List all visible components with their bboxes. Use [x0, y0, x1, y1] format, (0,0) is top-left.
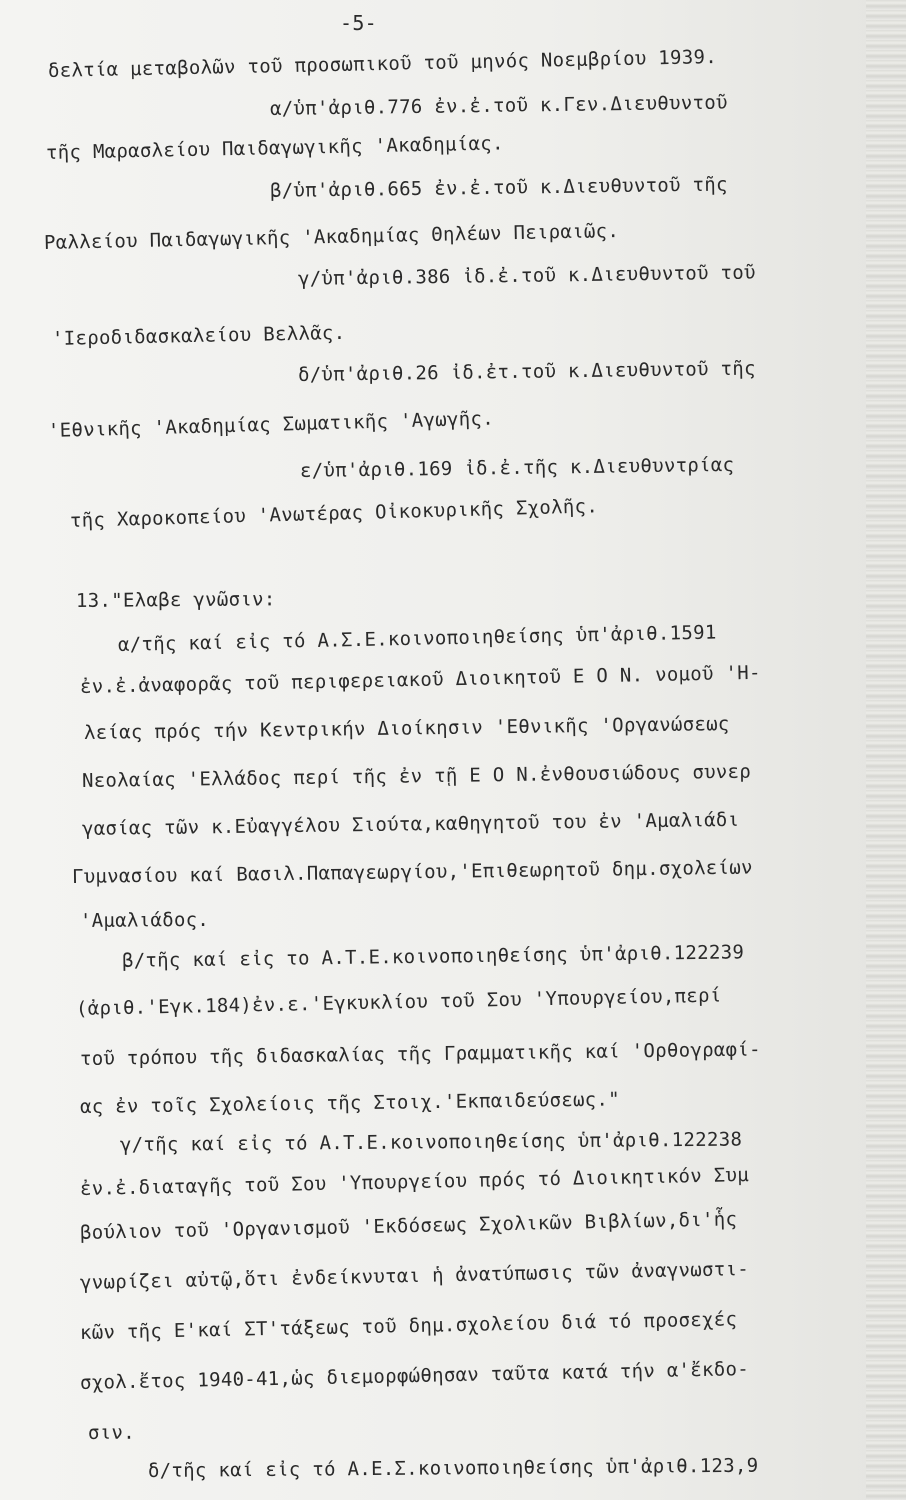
text-line: Γυμνασίου καί Βασιλ.Παπαγεωργίου,'Επιθεωρητοῦ δημ.σχολείων [71, 856, 753, 888]
text-line: τοῦ τρόπου τῆς διδασκαλίας τῆς Γραμματικῆς καί 'Ορθογραφί- [79, 1038, 761, 1070]
text-line: βούλιον τοῦ 'Οργανισμοῦ 'Εκδόσεως Σχολικῶν Βιβλίων,δι'ἧς [79, 1208, 738, 1244]
text-line: σχολ.ἔτος 1940-41,ὡς διεμορφώθησαν ταῦτα κατά τήν α'ἔκδο- [79, 1357, 750, 1394]
text-line: 'Εθνικῆς 'Ακαδημίας Σωματικῆς 'Αγωγῆς. [47, 407, 495, 442]
text-line: β/τῆς καί εἰς το Α.Τ.Ε.κοινοποιηθείσης ὑπ'ἀριθ.122239 [121, 941, 745, 972]
text-line: κῶν τῆς Ε'καί ΣΤ'τάξεως τοῦ δημ.σχολείου διά τό προσεχές [79, 1308, 738, 1344]
text-line: α/ὑπ'ἀριθ.776 ἐν.ἐ.τοῦ κ.Γεν.Διευθυντοῦ [269, 91, 728, 120]
text-line: γασίας τῶν κ.Εὐαγγέλου Σιούτα,καθηγητοῦ του ἐν 'Αμαλιάδι [81, 808, 740, 840]
text-line: ας ἐν τοῖς Σχολείοις τῆς Στοιχ.'Εκπαιδεύσεως." [79, 1088, 621, 1118]
text-line: (ἀριθ.'Εγκ.184)ἐν.ε.'Εγκυκλίου τοῦ Σου 'Υπουργείου,περί [75, 984, 722, 1020]
text-line: γ/ὑπ'ἀριθ.386 ἰδ.ἐ.τοῦ κ.Διευθυντοῦ τοῦ [297, 261, 756, 290]
text-line: 'Ιεροδιδασκαλείου Βελλᾶς. [51, 321, 346, 350]
text-line: δ/ὑπ'ἀριθ.26 ἰδ.ἐτ.τοῦ κ.Διευθυντοῦ τῆς [297, 357, 756, 386]
text-line: δ/τῆς καί εἰς τό Α.Ε.Σ.κοινοποιηθείσης ὑπ'ἀριθ.123,9 [147, 1454, 759, 1482]
text-line: δελτία μεταβολῶν τοῦ προσωπικοῦ τοῦ μηνός Νοεμβρίου 1939. [47, 45, 718, 82]
text-line: Νεολαίας 'Ελλάδος περί τῆς ἐν τῇ Ε Ο Ν.ἐνθουσιώδους συνερ [81, 760, 752, 792]
text-line: σιν. [87, 1421, 136, 1444]
text-line: 13."Ελαβε γνῶσιν: [75, 588, 276, 612]
text-line: ἐν.ἐ.διαταγῆς τοῦ Σου 'Υπουργείου πρός τό Διοικητικόν Συμ [79, 1163, 750, 1200]
page-number: -5- [340, 11, 378, 35]
text-line: ἐν.ἐ.ἀναφορᾶς τοῦ περιφερειακοῦ Διοικητοῦ Ε Ο Ν. νομοῦ 'Η- [79, 661, 761, 698]
text-line: γ/τῆς καί εἰς τό Α.Τ.Ε.κοινοποιηθείσης ὑπ'ἀριθ.122238 [119, 1128, 743, 1156]
text-line: γνωρίζει αὐτῷ,ὅτι ἐνδείκνυται ἡ ἀνατύπωσις τῶν ἀναγνωστι- [79, 1257, 750, 1294]
text-line: τῆς Μαρασλείου Παιδαγωγικῆς 'Ακαδημίας. [45, 132, 504, 164]
text-line: λείας πρός τήν Κεντρικήν Διοίκησιν 'Εθνικῆς 'Οργανώσεως [83, 712, 730, 744]
text-line: ε/ὑπ'ἀριθ.169 ἰδ.ἐ.τῆς κ.Διευθυντρίας [299, 453, 735, 482]
text-line: Ραλλείου Παιδαγωγικῆς 'Ακαδημίας Θηλέων Πειραιῶς. [43, 219, 620, 254]
text-line: α/τῆς καί εἰς τό Α.Σ.Ε.κοινοποιηθείσης ὑπ'ἀριθ.1591 [117, 621, 717, 656]
text-line: β/ὑπ'ἀριθ.665 ἐν.ἐ.τοῦ κ.Διευθυντοῦ τῆς [269, 173, 728, 202]
text-line: 'Αμαλιάδος. [79, 908, 210, 932]
text-line: τῆς Χαροκοπείου 'Ανωτέρας Οἰκοκυρικῆς Σχολῆς. [69, 495, 599, 532]
page-edge [866, 0, 906, 1500]
